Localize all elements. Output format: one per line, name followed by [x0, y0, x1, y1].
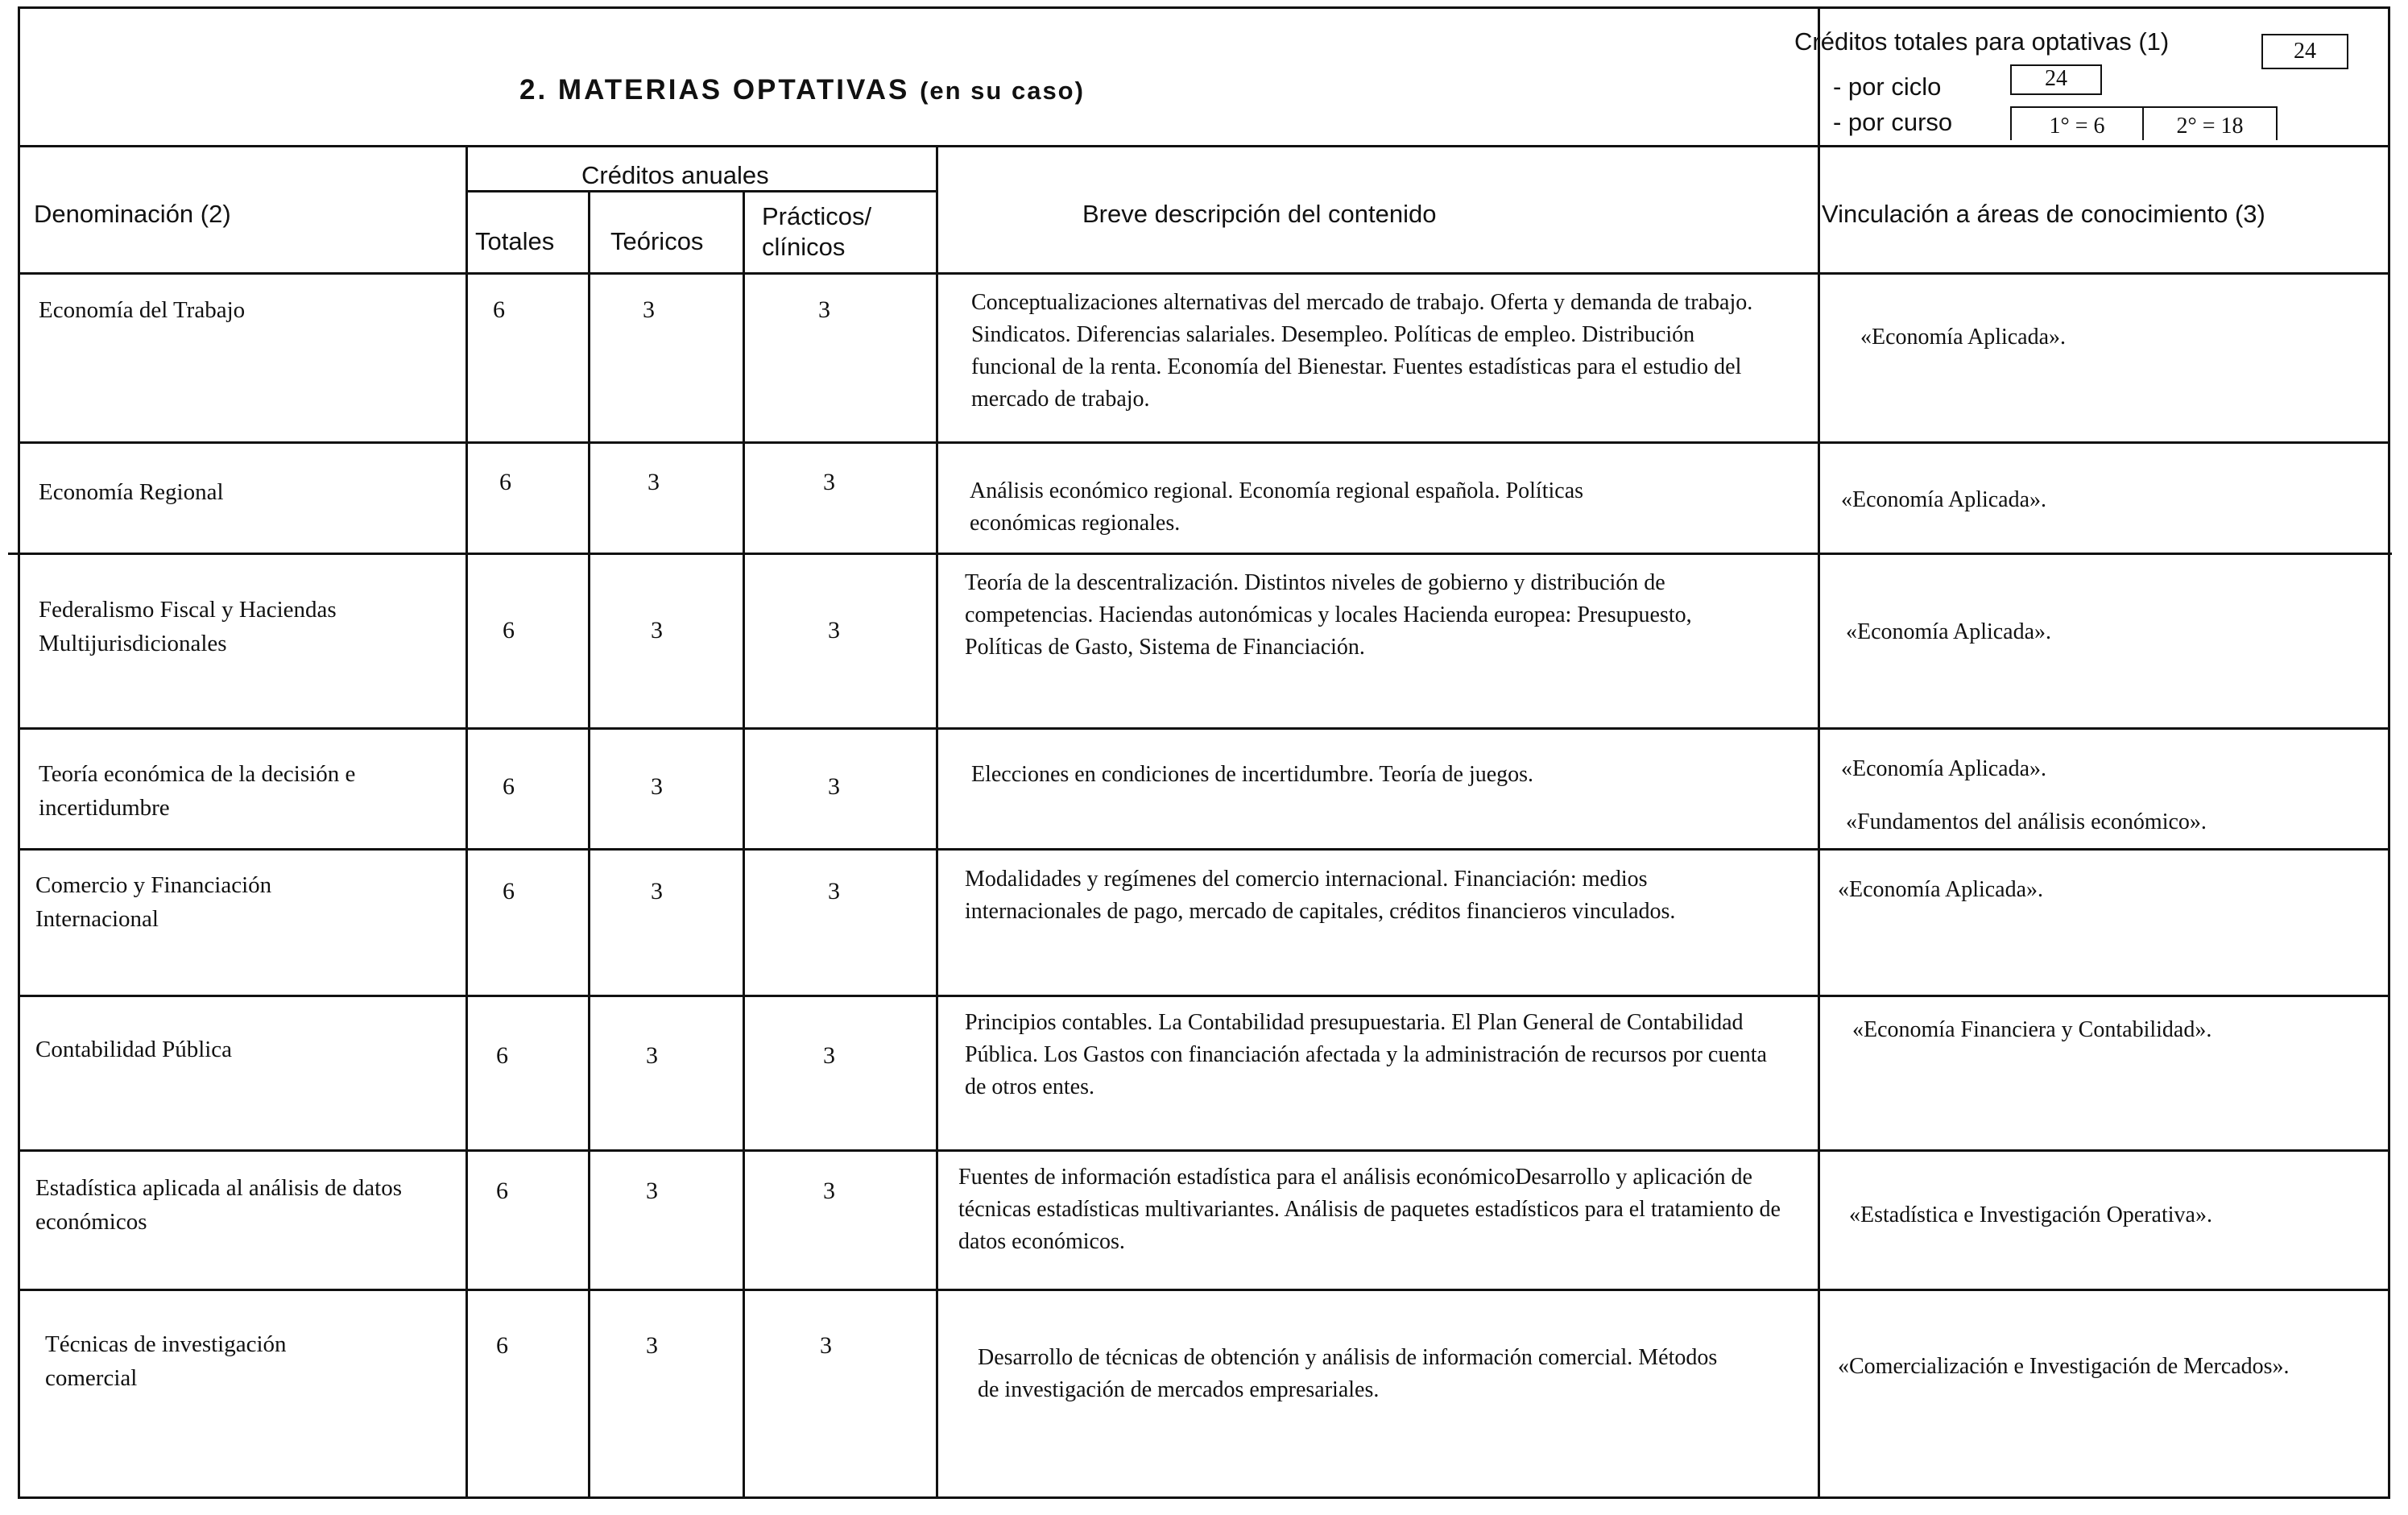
por-ciclo-label: - por ciclo [1833, 72, 1942, 101]
por-ciclo-box: 24 [2010, 64, 2102, 95]
row-descripcion: Modalidades y regímenes del comercio internacional. Financiación: medios internacionales de pago, mercado de capitales, créditos financieros vinculados. [965, 867, 1676, 924]
row-teoricos: 3 [643, 296, 655, 323]
col-denominacion: Denominación (2) [34, 200, 231, 228]
row-practicos: 3 [823, 1042, 835, 1069]
row-teoricos: 3 [646, 1178, 658, 1204]
row-practicos: 3 [828, 617, 840, 644]
row-denominacion: Economía Regional [39, 479, 224, 505]
row-teoricos: 3 [651, 617, 663, 644]
row-area: «Economía Aplicada». [1846, 619, 2052, 644]
por-curso-label: - por curso [1833, 108, 1953, 136]
row-area: «Economía Aplicada». [1841, 756, 2047, 781]
row-denominacion: Teoría económica de la decisión e incertidumbre [39, 761, 356, 821]
col-totales: Totales [475, 227, 555, 255]
col-descripcion: Breve descripción del contenido [1082, 200, 1437, 228]
row-descripcion: Elecciones en condiciones de incertidumbre. Teoría de juegos. [971, 762, 1534, 787]
rule-left [18, 6, 20, 1499]
row-denominacion: Comercio y Financiación Internacional [35, 872, 272, 932]
rule-bottom [18, 1496, 2390, 1499]
row-practicos: 3 [828, 878, 840, 904]
rule-row-1 [18, 441, 2390, 444]
row-denominacion: Estadística aplicada al análisis de datos económicos [35, 1175, 402, 1235]
row-area: «Economía Aplicada». [1841, 487, 2047, 512]
row-totales: 6 [499, 469, 511, 495]
row-descripcion: Fuentes de información estadística para el análisis económicoDesarrollo y aplicación de técnicas estadísticas multivariantes. Análisis de paquetes estadísticos para el tratamiento de datos económicos. [958, 1165, 1781, 1254]
rule-header-bottom [18, 145, 2390, 147]
row-teoricos: 3 [651, 773, 663, 800]
col-practicos: Prácticos/ clínicos [762, 202, 872, 261]
rule-row-6 [18, 1149, 2390, 1152]
row-area: «Economía Financiera y Contabilidad». [1852, 1017, 2212, 1042]
rule-col-totales [465, 145, 468, 1499]
row-teoricos: 3 [646, 1332, 658, 1359]
rule-top [18, 6, 2390, 9]
row-teoricos: 3 [648, 469, 660, 495]
row-practicos: 3 [823, 469, 835, 495]
por-curso-primero-box: 1° = 6 [2010, 106, 2144, 140]
row-totales: 6 [493, 296, 505, 323]
row-totales: 6 [503, 878, 515, 904]
row-area: «Estadística e Investigación Operativa». [1849, 1202, 2212, 1227]
title-main: 2. MATERIAS OPTATIVAS [519, 74, 910, 106]
row-teoricos: 3 [646, 1042, 658, 1069]
rule-row-5 [18, 995, 2390, 997]
row-denominacion: Economía del Trabajo [39, 297, 246, 323]
row-totales: 6 [496, 1332, 508, 1359]
row-practicos: 3 [818, 296, 830, 323]
creditos-totales-box: 24 [2261, 34, 2348, 69]
title-suffix: (en su caso) [920, 77, 1085, 105]
por-curso-segundo-box: 2° = 18 [2142, 106, 2278, 140]
row-denominacion: Técnicas de investigación comercial [45, 1331, 287, 1391]
rule-row-2 [8, 553, 2392, 555]
rule-creditos-anuales [465, 190, 936, 192]
rule-col-teoricos [588, 190, 590, 1499]
row-descripcion: Principios contables. La Contabilidad presupuestaria. El Plan General de Contabilidad Pública. Los Gastos con financiación afectada y la administración de recursos por cuenta de otros entes. [965, 1010, 1767, 1099]
col-creditos-anuales: Créditos anuales [581, 161, 769, 189]
creditos-totales-label: Créditos totales para optativas (1) [1794, 27, 2170, 56]
row-practicos: 3 [823, 1178, 835, 1204]
row-descripcion: Desarrollo de técnicas de obtención y análisis de información comercial. Métodos de investigación de mercados empresariales. [978, 1345, 1718, 1402]
row-descripcion: Análisis económico regional. Economía regional española. Políticas económicas regionales. [970, 478, 1584, 536]
rule-col-descripcion [936, 145, 938, 1499]
row-descripcion: Conceptualizaciones alternativas del mercado de trabajo. Oferta y demanda de trabajo. Sindicatos. Diferencias salariales. Desempleo. Políticas de empleo. Distribución funcional de la renta. Economía del Bienestar. Fuentes estadísticas para el estudio del mercado de trabajo. [971, 290, 1753, 412]
row-area: «Economía Aplicada». [1838, 877, 2044, 902]
col-vinculacion: Vinculación a áreas de conocimiento (3) [1822, 200, 2265, 228]
row-teoricos: 3 [651, 878, 663, 904]
rule-row-4 [18, 848, 2390, 851]
row-denominacion: Federalismo Fiscal y Haciendas Multijurisdicionales [39, 597, 337, 656]
rule-right [2388, 6, 2390, 1499]
row-practicos: 3 [820, 1332, 832, 1359]
rule-col-practicos [743, 190, 745, 1499]
row-totales: 6 [503, 617, 515, 644]
row-descripcion: Teoría de la descentralización. Distintos niveles de gobierno y distribución de competencias. Haciendas autonómicas y locales Hacienda europea: Presupuesto, Políticas de Gasto, Sistema de Financiación. [965, 570, 1692, 660]
row-totales: 6 [496, 1042, 508, 1069]
rule-row-3 [18, 727, 2390, 730]
row-area-secondary: «Fundamentos del análisis económico». [1846, 809, 2207, 834]
rule-columns-bottom [18, 272, 2390, 275]
row-area: «Economía Aplicada». [1860, 325, 2067, 350]
row-totales: 6 [503, 773, 515, 800]
rule-row-7 [18, 1289, 2390, 1291]
page-title [519, 74, 1085, 106]
row-denominacion: Contabilidad Pública [35, 1037, 233, 1062]
row-totales: 6 [496, 1178, 508, 1204]
col-teoricos: Teóricos [610, 227, 704, 255]
row-practicos: 3 [828, 773, 840, 800]
row-area: «Comercialización e Investigación de Mercados». [1838, 1354, 2290, 1379]
rule-col-vinculacion [1818, 6, 1820, 1499]
